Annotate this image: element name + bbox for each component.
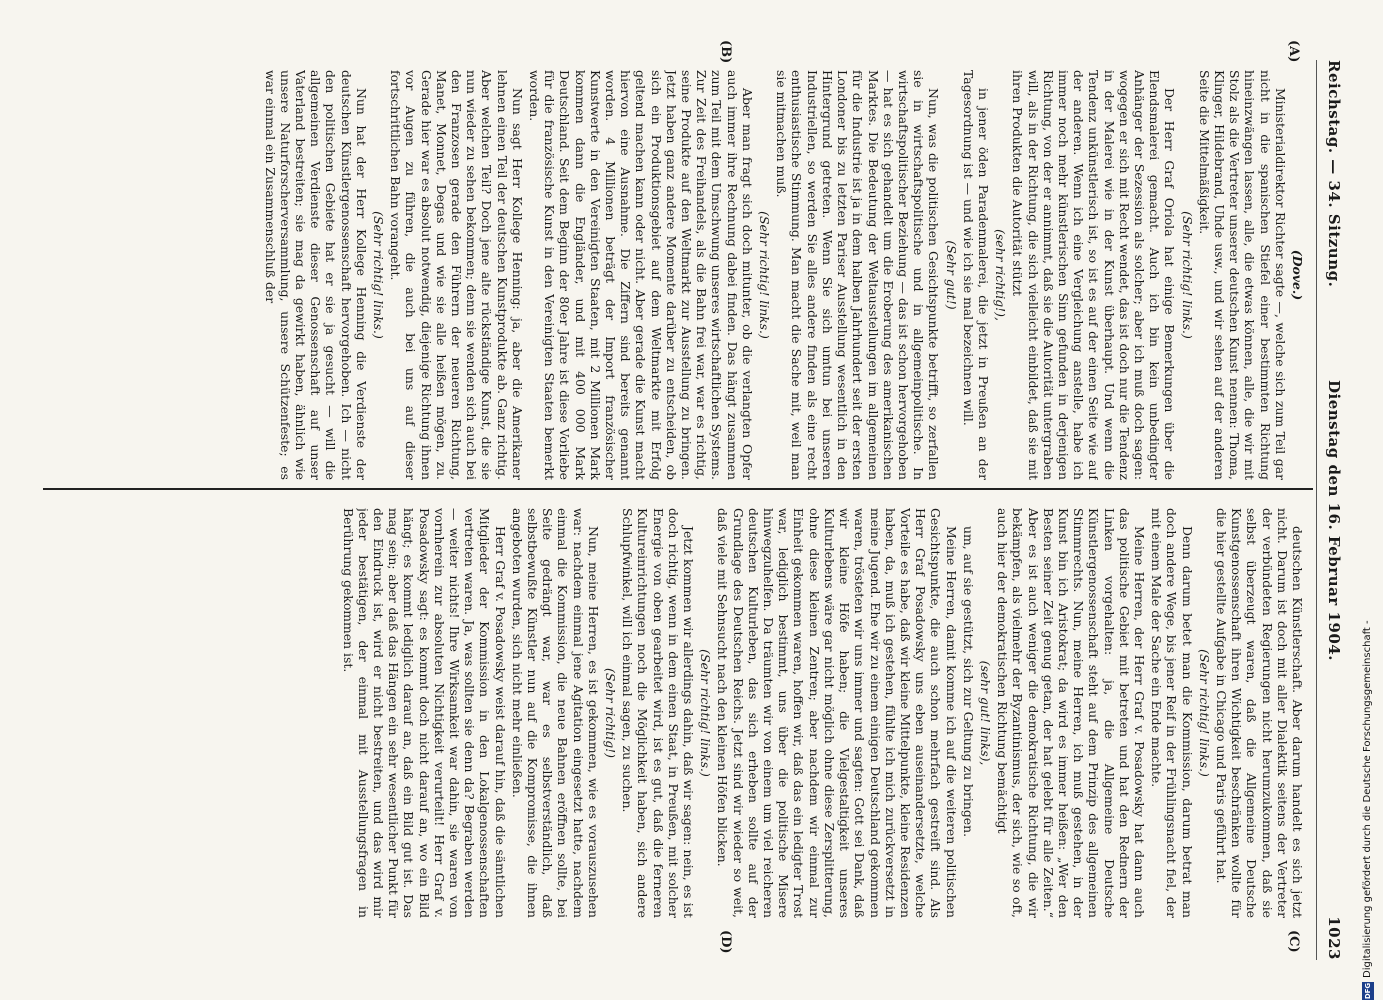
left-paragraph: (Sehr richtig! links.): [1179, 211, 1195, 339]
margin-marker-c: (C): [1286, 930, 1301, 953]
page-number: 1023: [1325, 916, 1343, 960]
right-paragraph: Nun, meine Herren, es ist gekommen, wie es vorauszusehen war: nachdem einmal jene Agitation eingesetzt hatte, nachdem einmal die Kommission, die neue Bahnen eröffnen sollte, bei Seite gedrängt war, war es selbstverständlich, daß selbstbewußte Künstler nun auf die Kompromisse, die ihnen angeboten wurden, sich nicht mehr einließen.: [509, 508, 601, 918]
left-paragraph: Der Herr Graf Oriola hat einige Bemerkungen über die Elendsmalerei gemacht. Auch ich bin kein unbedingter Anhänger der Sezession als solcher; aber ich muß doch sagen: wogegen er sich mit Recht wendet, das ist doch nur die Tendenz in der Malerei wie in der Kunst überhaupt. Und wenn die Tendenz unkünstlerisch ist, so ist es auf der einen Seite wie auf der anderen. Wenn ich eine Vergleichung anstelle, habe ich immer noch mehr künstlerischen Sinn gefunden in derjenigen Richtung, von der er annimmt, daß sie die Autorität untergraben will, als in der Richtung, die sich vielleicht einbildet, daß sie mit ihren Produkten die Autorität stützt: [1010, 70, 1178, 480]
margin-marker-d: (D): [718, 930, 733, 954]
right-paragraph: Meine Herren, der Herr Graf v. Posadowsky hat dann auch das politische Gebiet mit betreten und hat den Rednern der Linken vorgehalten: ja, die Allgemeine Deutsche Künstlergenossenschaft steht auf dem Prinzip des allgemeinen Stimmrechts. Nun, meine Herren, ich muß gestehen, in der Kunst bin ich Aristokrat; da wird es immer heißen: „Wer den Besten seiner Zeit genug getan, der hat gelebt für alle Zeiten.“ Aber es ist auch weniger die demokratische Richtung, die wir bekämpfen, als vielmehr der Byzantinismus, der sich, wie so oft, auch hier der demokratischen Richtung bemächtigt: [995, 508, 1147, 918]
left-paragraph: (Sehr richtig! links.): [371, 211, 387, 339]
footer: [1362, 0, 1378, 1000]
header-date: Dienstag den 16. Februar 1904.: [1325, 380, 1343, 661]
right-paragraph: (Sehr richtig!): [603, 668, 619, 758]
right-paragraph: (sehr gut! links),: [977, 660, 993, 766]
left-paragraph: Ministerialdirektor Richter sagte —, welche sich zum Teil gar nicht in die spanischen Stiefel einer bestimmten Richtung hineinzwängen lassen, alle, die etwas können, alle, die wir mit Stolz als die Vertreter unserer deutschen Kunst nennen: Thoma, Klinger, Hildebrand, Uhde usw., und wir sehen auf der anderen Seite die Mittelmäßigkeit.: [1196, 70, 1288, 480]
margin-marker-a: (A): [1286, 40, 1301, 63]
right-paragraph: Meine Herren, damit komme ich auf die weiteren politischen Gesichtspunkte, die auch schon mehrfach gestreift sind. Als Herr Graf Posadowsky uns eben auseinandersetzte, welche Vorteile es habe, daß wir kleine Mittelpunkte, kleine Residenzen haben, da, muß ich gestehen, fühlte ich mich zurückversetzt in meine Jugend. Ehe wir zu einem einigen Deutschland gekommen waren, trösteten wir uns immer und sagten: Gott sei Dank, daß wir kleine Höfe haben; die Vielgestaltigkeit unseres Kulturlebens wäre gar nicht möglich ohne diese Zersplitterung, ohne diese kleinen Zentren; aber nachdem wir einmal zur Einheit gekommen waren, hoffen wir, daß das ein ledigter Trost war, lediglich bestimmt, uns über die politische Misere hinwegzuhelfen. Da träumten wir von einem um viel reicheren deutschen Kulturleben, das sich erheben sollte auf der Grundlage des Deutschen Reichs. Jetzt sind wir wieder so weit, daß viele mit Sehnsucht nach den kleinen Höfen blicken.: [715, 508, 959, 918]
left-paragraph: Nun hat der Herr Kollege Henning die Verdienste der deutschen Künstlergenossenschaft hervorgehoben. Ich — nicht den politischen Gebiete hat er sie ja gesucht — will die allgemeinen Verdienste dieser Genossenschaft auf unser Vaterland bestreiten; sie mag da gewirkt haben, ähnlich wie unsere Naturforscherversammlung, unsere Schützenfeste; es war einmal ein Zusammenschluß der: [262, 70, 369, 480]
left-paragraph: (Sehr gut!): [943, 240, 959, 310]
dfg-logo: DFG: [1364, 982, 1372, 1000]
left-paragraph: (sehr richtig!),: [993, 229, 1009, 321]
left-paragraph: Nun, was die politischen Gesichtspunkte betrifft, so zerfallen sie in wirtschaftspolitische und in allgemeinpolitische. In wirtschaftspolitischer Beziehung — das ist schon hervorgehoben — hat es sich gehandelt um die Eroberung des amerikanischen Marktes. Die Bedeutung der Weltausstellungen im allgemeinen für die Industrie ist ja in dem halben Jahrhundert seit der ersten Londoner bis zu letzten Pariser Ausstellung wesentlich in den Hintergrund getreten. Wenn Sie sich umtun bei unseren Industriellen, so werden Sie alles andere finden als eine recht enthusiastische Stimmung. Man macht die Sache mit, weil man sie mitmachen muß.: [774, 70, 942, 480]
left-paragraph: in jener öden Paradenmalerei, die jetzt in Preußen an der Tagesordnung ist — und wie ich sie mal bezeichnen will.: [960, 70, 991, 480]
page-header: [1319, 60, 1343, 960]
left-paragraph: Aber man fragt sich doch mitunter, ob die verlangten Opfer auch immer ihre Rechnung dabei finden. Das hängt zusammen zum Teil mit dem Umschwung unseres wirtschaftlichen Systems. Zur Zeit des Freihandels, als die Bahn frei war, war es richtig, seine Produkte auf den Weltmarkt zur Ausstellung zu bringen. Jetzt haben ganz andere Momente darüber zu entscheiden, ob sich ein Produktionsgebiet auf dem Weltmarkte mit Erfolg geltend machen kann oder nicht. Aber gerade die Kunst macht hiervon eine Ausnahme. Die Ziffern sind bereits genannt worden. 4 Millionen beträgt der Import französischer Kunstwerte in den Vereinigten Staaten, mit 2 Millionen Mark kommen dann die Engländer, und mit 400 000 Mark Deutschland. Seit dem Beginn der 80er Jahre ist diese Vorliebe für die französische Kunst in den Vereinigten Staaten bemerkt worden.: [527, 70, 755, 480]
right-paragraphs: [340, 508, 1305, 918]
column-divider: [43, 488, 1313, 490]
right-column: [45, 508, 1305, 918]
left-paragraphs: [262, 70, 1287, 480]
right-paragraph: Jetzt kommen wir allerdings dahin, daß wir sagen: nein, es ist doch richtig, wenn in dem einen Staat, in Preußen, mit solcher Energie von oben gearbeitet wird, ist es gut, daß die ferneren Kultureinrichtungen noch die Möglichkeit haben, sich andere Schlupfwinkel, will ich einmal sagen, zu suchen.: [620, 508, 697, 918]
right-paragraph: Denn darum betet man die Kommission, darum betrat man doch andere Wege, bis jener Reif in der Frühlingsnacht fiel, der mit einem Male der Sache ein Ende machte.: [1149, 508, 1195, 918]
right-paragraph: deutschen Künstlerschaft. Aber darum handelt es sich jetzt nicht. Darum ist doch mit aller Dialektik seitens der Vertreter der verbündeten Regierungen nicht herumzukommen, daß sie selbst überzeugt waren, daß die Allgemeine Deutsche Kunstgenossenschaft ihren Wichtigkeit beschränken wollte für die hier gestellte Aufgabe in Chicago und Paris geführt hat.: [1213, 508, 1305, 918]
right-paragraph: (Sehr richtig! links.): [698, 649, 714, 777]
digitization-credit: Digitalisierung gefördert durch die Deutsche Forschungsgemeinschaft -: [1362, 620, 1373, 978]
header-rule: [1316, 60, 1317, 960]
right-paragraph: Herr Graf v. Posadowsky weist darauf hin, daß die sämtlichen Mitglieder der Kommission in den Lokalgenossenschaften vertreten waren. Ja, was sollten sie denn da? Begraben werden — weiter nichts! Ihre Wirksamkeit war dahin, sie waren von vornherein zur absoluten Nichtigkeit verurteilt! Herr Graf v. Posadowsky sagt: es kommt doch nicht darauf an, wo ein Bild hängt; es kommt lediglich darauf an, daß ein Bild gut ist. Das mag sein; aber daß das Hängen ein sehr wesentlicher Punkt für den Eindruck ist, wird er nicht bestreiten, und das wird mir jeder bestätigen, der einmal mit Ausstellungsfragen in Berührung gekommen ist.: [340, 508, 508, 918]
left-paragraph: Nun sagt Herr Kollege Henning: ja, aber die Amerikaner lehnen einen Teil der deutschen Kunstprodukte ab. Ganz richtig. Aber welchen Teil? Doch jene alte rückständige Kunst, die sie nun wieder zu sehen bekommen; denn sie wenden sich auch bei den Franzosen gerade den Führern der neueren Richtung, Manet, Monnet, Degas und wie sie alle heißen mögen, zu. Gerade hier war es absolut notwendig, diejenige Richtung ihnen vor Augen zu führen, die auch bei uns auf dieser fortschrittlichen Bahn vorangeht.: [388, 70, 525, 480]
speaker-label: (Dove.): [1290, 249, 1305, 301]
margin-marker-b: (B): [718, 40, 733, 64]
left-column: [45, 70, 1305, 480]
right-paragraph: (Sehr richtig! links.): [1196, 649, 1212, 777]
header-left: Reichstag. — 34. Sitzung.: [1325, 60, 1343, 288]
right-paragraph: um, auf sie gestützt, sich zur Geltung zu bringen.: [960, 526, 976, 838]
left-paragraph: (Sehr richtig! links.): [757, 211, 773, 339]
